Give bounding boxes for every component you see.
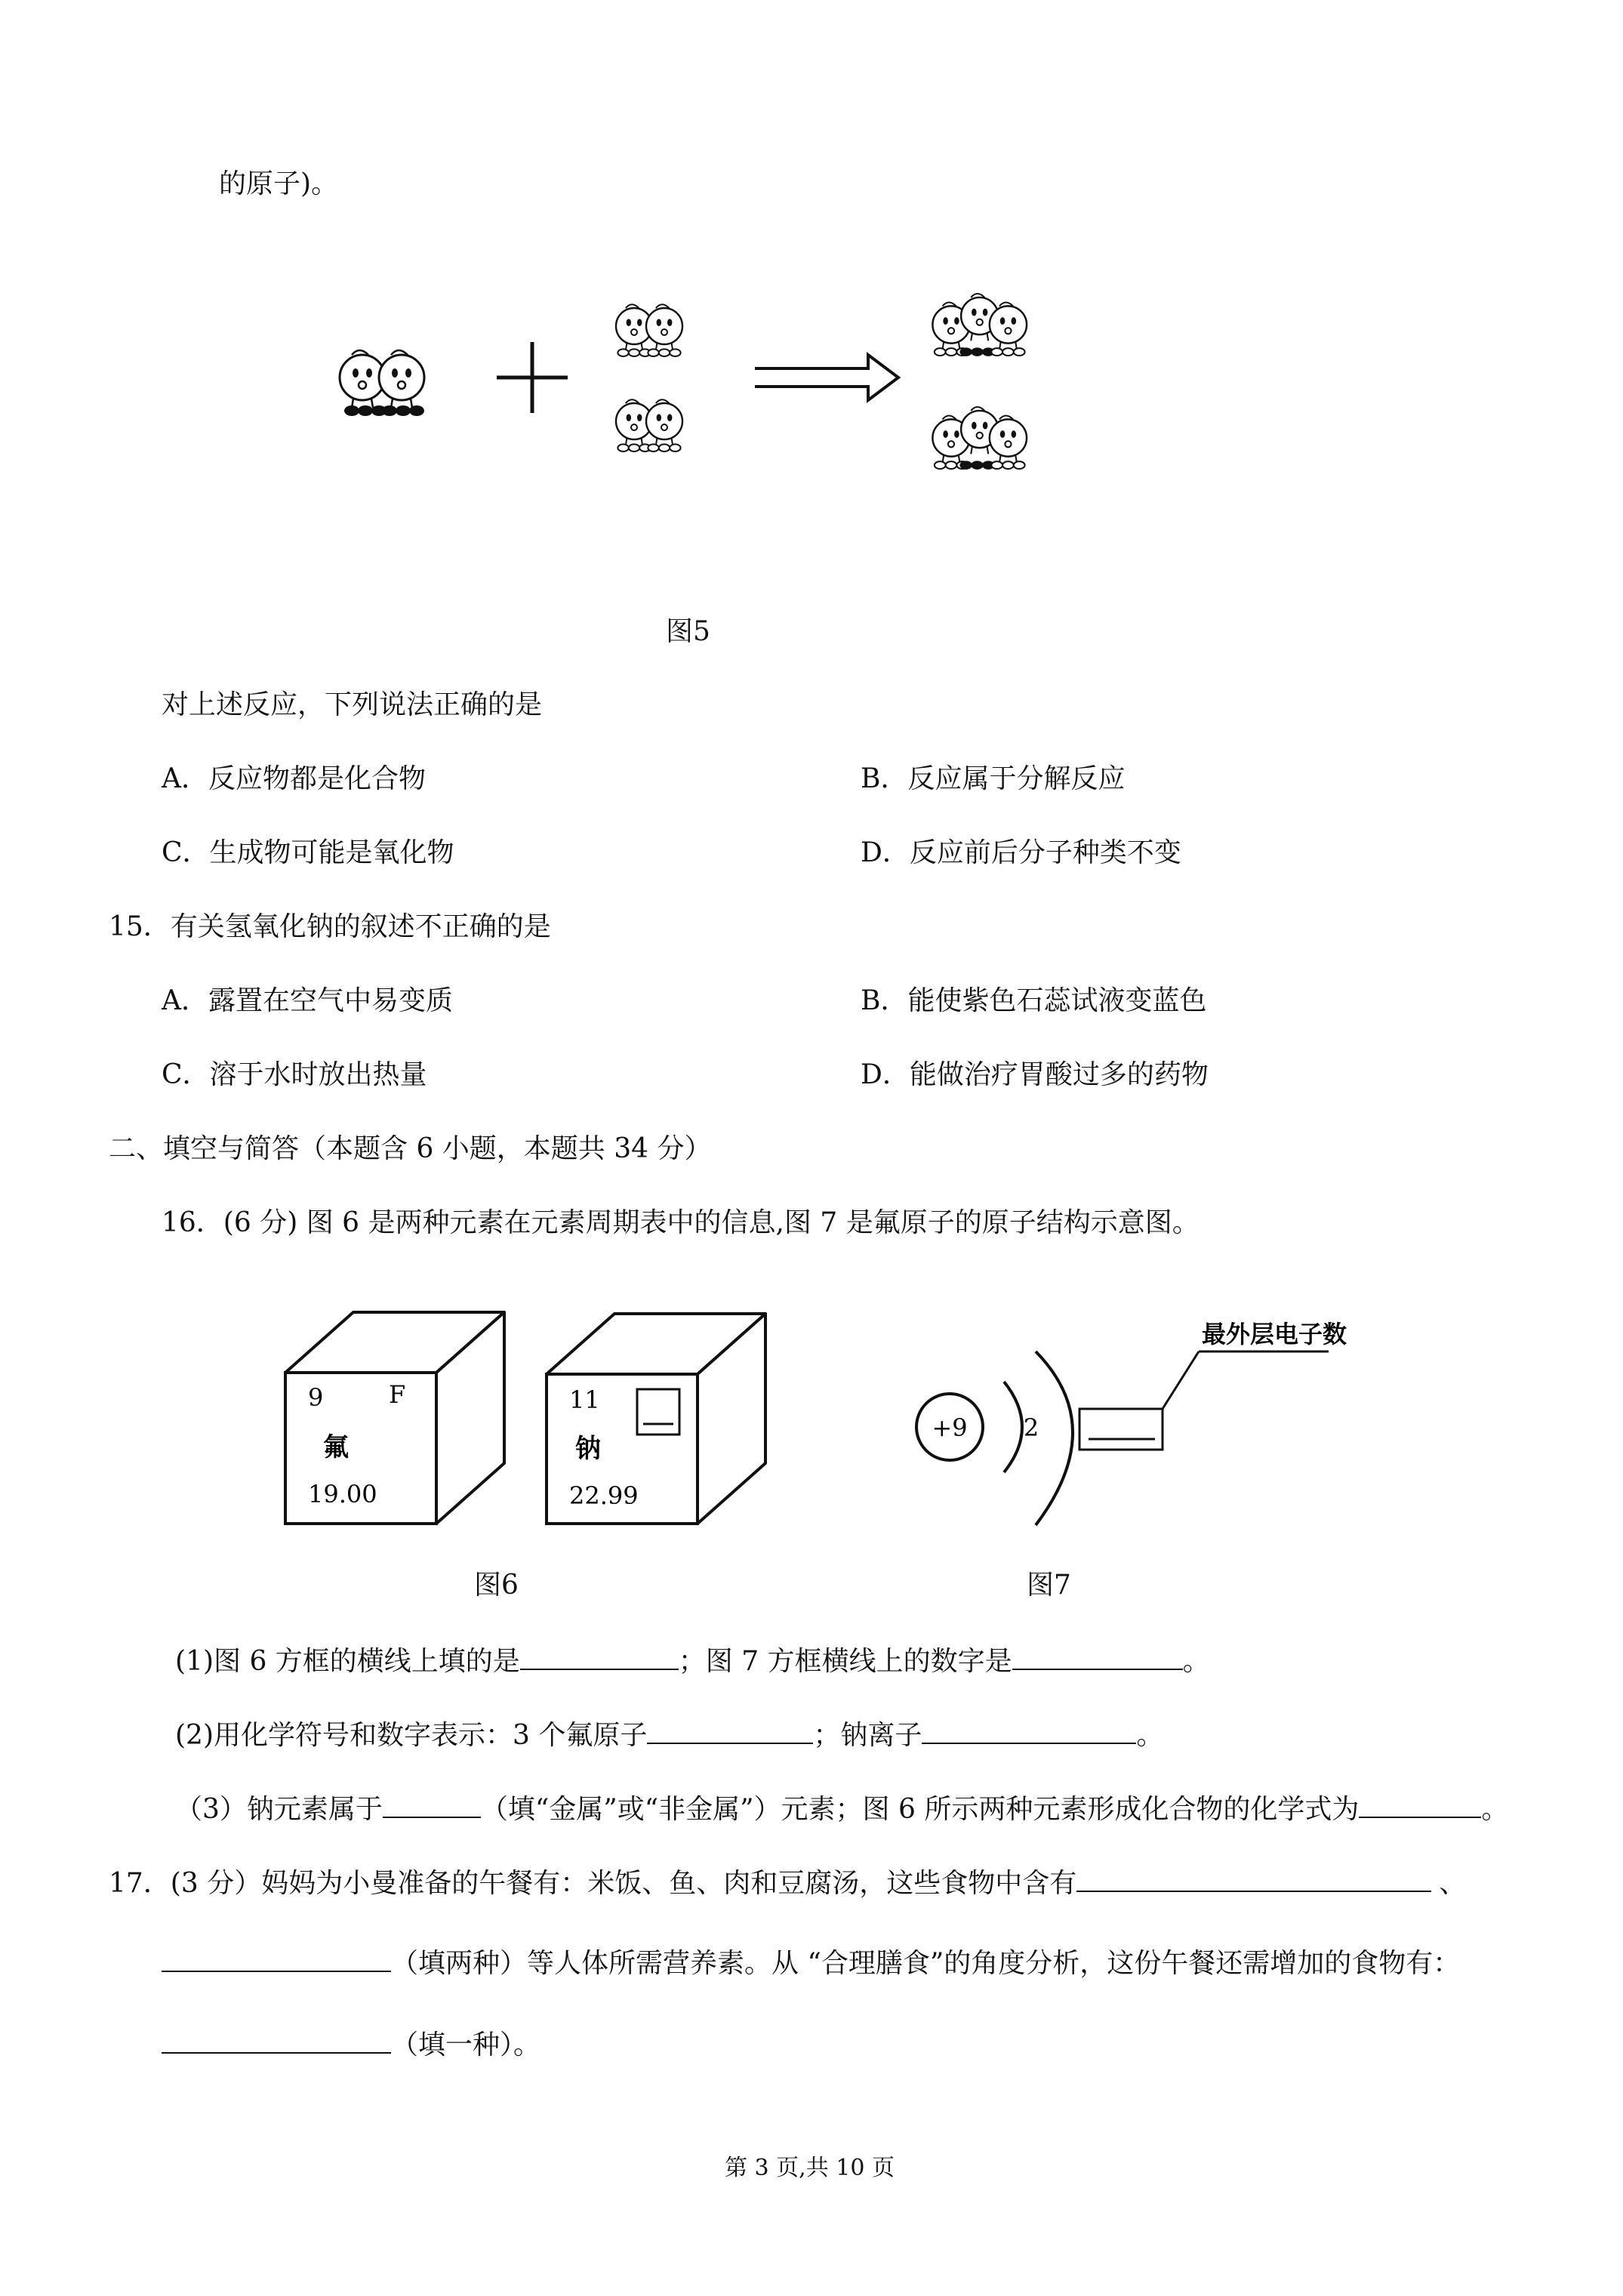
plus-sign <box>497 342 568 413</box>
q17-line-2: （填两种）等人体所需营养素。从 “合理膳食”的角度分析，这份午餐还需增加的食物有： <box>162 1945 1460 1980</box>
outer-shell-blank-box[interactable] <box>1079 1409 1163 1450</box>
figure-6-element-cells <box>279 1306 921 1533</box>
section-2-heading: 二、填空与简答（本题含 6 小题，本题共 34 分） <box>109 1133 712 1164</box>
figure-6-caption: 图6 <box>474 1570 519 1601</box>
q14-option-b: B．反应属于分解反应 <box>861 763 1126 794</box>
q17-blank-3[interactable] <box>162 2026 391 2054</box>
intro-line: 的原子)。 <box>219 168 339 199</box>
q17-line-1: 17．(3 分）妈妈为小曼准备的午餐有：米饭、鱼、肉和豆腐汤，这些食物中含有 、 <box>109 1865 1466 1900</box>
element-cell-fluorine <box>285 1312 504 1524</box>
fluorine-name: 氟 <box>323 1432 349 1462</box>
q16-part-3: （3）钠元素属于 （填“金属”或“非金属”）元素；图 6 所示两种元素形成化合物的化学式为 。 <box>175 1791 1508 1826</box>
callout-leader-line <box>1163 1351 1199 1409</box>
q17-blank-2[interactable] <box>162 1945 391 1972</box>
q15-option-a: A．露置在空气中易变质 <box>162 985 453 1016</box>
q16-p2-blank-2[interactable] <box>922 1717 1136 1744</box>
q15-option-d: D．能做治疗胃酸过多的药物 <box>861 1059 1209 1090</box>
sodium-atomic-number: 11 <box>569 1385 600 1414</box>
q15-option-b: B．能使紫色石蕊试液变蓝色 <box>861 985 1207 1016</box>
q16-part-1: (1)图 6 方框的横线上填的是 ；图 7 方框横线上的数字是 。 <box>175 1643 1210 1678</box>
q15-stem: 15．有关氢氧化钠的叙述不正确的是 <box>109 911 551 942</box>
q14-option-a: A．反应物都是化合物 <box>162 763 426 794</box>
reactant-molecule-dark <box>340 350 424 416</box>
q16-p2-blank-1[interactable] <box>647 1717 813 1744</box>
figure-5-caption: 图5 <box>666 616 710 647</box>
fluorine-mass: 19.00 <box>308 1480 377 1509</box>
q14-option-d: D．反应前后分子种类不变 <box>861 837 1181 868</box>
q16-p1-blank-1[interactable] <box>520 1643 679 1670</box>
q16-p3-blank-1[interactable] <box>383 1791 481 1818</box>
q16-p1-blank-2[interactable] <box>1012 1643 1183 1670</box>
electron-shell-1 <box>1004 1382 1022 1472</box>
q14-stem: 对上述反应，下列说法正确的是 <box>162 689 543 720</box>
reaction-arrow-icon <box>755 355 898 400</box>
callout-label: 最外层电子数 <box>1202 1320 1347 1348</box>
figure-5-reaction-diagram <box>302 257 921 506</box>
fluorine-symbol: F <box>389 1380 406 1409</box>
figure-7-atomic-structure <box>906 1306 1347 1540</box>
element-cell-sodium <box>547 1314 765 1524</box>
electron-shell-2 <box>1036 1351 1073 1525</box>
sodium-symbol-blank-box[interactable] <box>637 1389 679 1435</box>
q16-stem: 16．(6 分) 图 6 是两种元素在元素周期表中的信息,图 7 是氟原子的原子结构示意图。 <box>162 1207 1200 1238</box>
figure-7-caption: 图7 <box>1027 1570 1071 1601</box>
q15-option-c: C．溶于水时放出热量 <box>162 1059 427 1090</box>
q16-part-2: (2)用化学符号和数字表示：3 个氟原子 ；钠离子 。 <box>175 1717 1163 1752</box>
nucleus-charge: +9 <box>932 1413 968 1442</box>
sodium-name: 钠 <box>575 1434 601 1464</box>
q17-line-3: （填一种）。 <box>162 2026 540 2062</box>
fluorine-atomic-number: 9 <box>308 1383 324 1412</box>
q16-p3-blank-2[interactable] <box>1359 1791 1481 1818</box>
figure-5-products <box>906 257 1147 506</box>
q14-option-c: C．生成物可能是氧化物 <box>162 837 454 868</box>
sodium-mass: 22.99 <box>569 1481 639 1510</box>
reactant-molecules-light <box>616 304 682 451</box>
shell-1-electrons: 2 <box>1023 1413 1039 1442</box>
q17-blank-1[interactable] <box>1076 1865 1431 1892</box>
page-footer: 第 3 页,共 10 页 <box>725 2155 895 2181</box>
